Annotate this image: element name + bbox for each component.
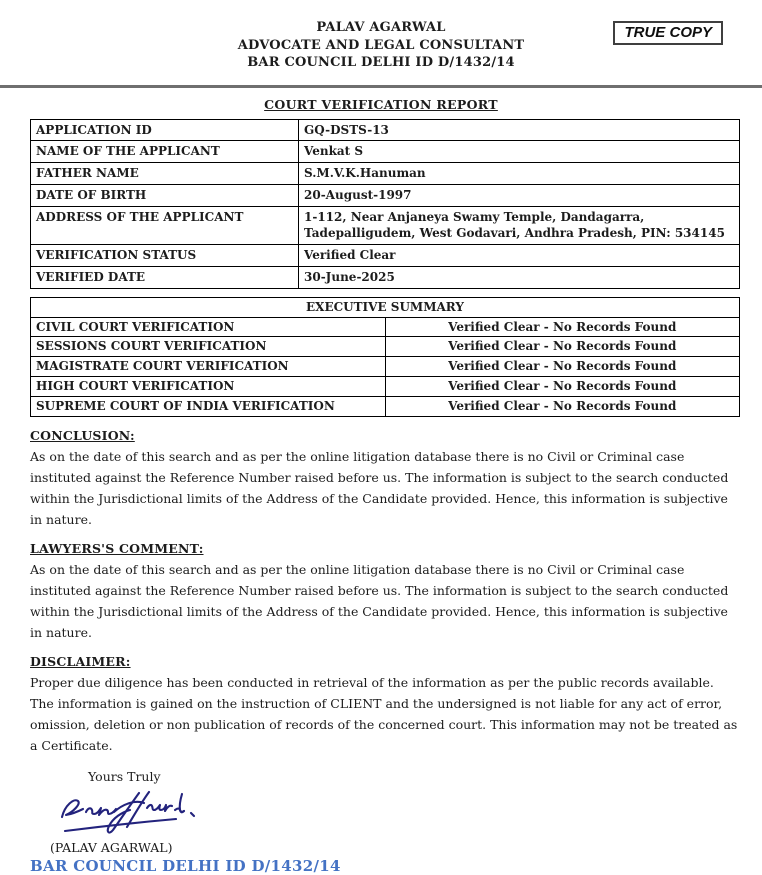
row-label: SESSIONS COURT VERIFICATION <box>31 337 386 357</box>
signature-block <box>55 788 740 840</box>
advocate-name: PALAV AGARWAL <box>316 20 446 35</box>
applicant-details-table <box>30 119 740 289</box>
signatory-bar-council-id: BAR COUNCIL DELHI ID D/1432/14 <box>30 856 341 875</box>
table-row <box>31 317 740 337</box>
row-value: Verified Clear - No Records Found <box>385 357 740 377</box>
row-label: CIVIL COURT VERIFICATION <box>31 317 386 337</box>
conclusion-text: As on the date of this search and as per the online litigation database there is no Civil or Criminal case instituted against the Reference Number raised before us. The information is subject to the search conducted within the Jurisdictional limits of the Address of the Candidate provided. Hence, this information is subjective in nature. <box>30 448 729 527</box>
row-value: Verified Clear - No Records Found <box>385 396 740 416</box>
row-label: FATHER NAME <box>31 163 299 185</box>
table-row <box>31 119 740 141</box>
table-row <box>31 377 740 397</box>
table-row <box>31 163 740 185</box>
table-row <box>31 245 740 267</box>
row-value: Verified Clear - No Records Found <box>385 317 740 337</box>
lawyers-comment-text: As on the date of this search and as per the online litigation database there is no Civil or Criminal case instituted against the Reference Number raised before us. The information is subject to the search conducted within the Jurisdictional limits of the Address of the Candidate provided. Hence, this information is subjective in nature. <box>30 561 729 640</box>
executive-summary-title: EXECUTIVE SUMMARY <box>31 297 740 317</box>
row-value: S.M.V.K.Hanuman <box>299 163 740 185</box>
row-value: Verified Clear - No Records Found <box>385 377 740 397</box>
disclaimer-text: Proper due diligence has been conducted in retrieval of the information as per the public records available. The information is gained on the instruction of CLIENT and the undersigned is not liable for any act of error, omission, deletion or non publication of records of the concerned court. This information may not be treated as a Certificate. <box>30 674 738 753</box>
advocate-designation: ADVOCATE AND LEGAL CONSULTANT <box>237 37 525 53</box>
table-row <box>31 141 740 163</box>
closing-salutation: Yours Truly <box>88 768 161 784</box>
table-row <box>31 267 740 289</box>
executive-summary-table <box>30 297 740 417</box>
row-value: 30-June-2025 <box>299 267 740 289</box>
header-divider <box>0 85 762 88</box>
row-label: VERIFICATION STATUS <box>31 245 299 267</box>
row-label: HIGH COURT VERIFICATION <box>31 377 386 397</box>
row-label: NAME OF THE APPLICANT <box>31 141 299 163</box>
disclaimer-heading: DISCLAIMER: <box>30 653 131 669</box>
row-label: ADDRESS OF THE APPLICANT <box>31 206 299 245</box>
row-label: MAGISTRATE COURT VERIFICATION <box>31 357 386 377</box>
table-row <box>31 206 740 245</box>
handwritten-signature-image <box>55 788 213 840</box>
signatory-name: (PALAV AGARWAL) <box>50 839 173 855</box>
table-row <box>31 184 740 206</box>
page-title: COURT VERIFICATION REPORT <box>264 96 498 112</box>
row-label: SUPREME COURT OF INDIA VERIFICATION <box>31 396 386 416</box>
table-row <box>31 357 740 377</box>
row-label: APPLICATION ID <box>31 119 299 141</box>
conclusion-heading: CONCLUSION: <box>30 427 135 443</box>
row-value: 20-August-1997 <box>299 184 740 206</box>
table-header-row <box>31 297 740 317</box>
table-row <box>31 396 740 416</box>
row-value: 1-112, Near Anjaneya Swamy Temple, Dandagarra, Tadepalligudem, West Godavari, Andhra Pradesh, PIN: 534145 <box>299 206 740 245</box>
lawyers-comment-heading: LAWYERS'S COMMENT: <box>30 540 204 556</box>
true-copy-stamp: TRUE COPY <box>613 21 723 45</box>
row-value: Verified Clear - No Records Found <box>385 337 740 357</box>
row-label: DATE OF BIRTH <box>31 184 299 206</box>
document-body <box>30 119 740 875</box>
advocate-bar-council-id: BAR COUNCIL DELHI ID D/1432/14 <box>247 55 515 70</box>
row-label: VERIFIED DATE <box>31 267 299 289</box>
row-value: Verified Clear <box>299 245 740 267</box>
table-row <box>31 337 740 357</box>
row-value: Venkat S <box>299 141 740 163</box>
row-value: GQ-DSTS-13 <box>299 119 740 141</box>
